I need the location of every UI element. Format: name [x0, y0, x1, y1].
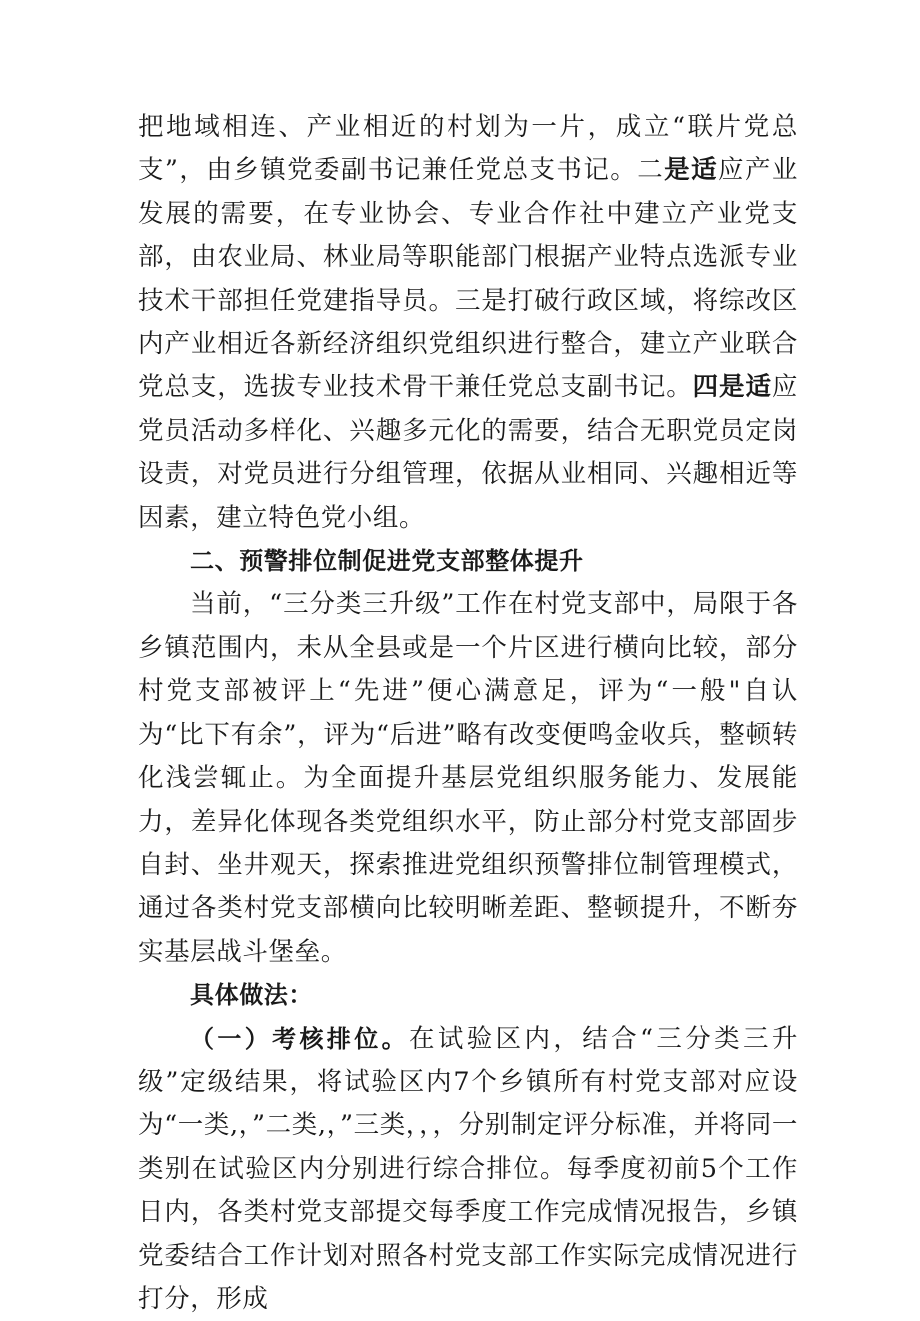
- document-page: [138, 106, 798, 1321]
- paragraph-1-bold-2: 四是适: [692, 372, 772, 403]
- section-heading-2: 二、预警排位制促进党支部整体提升: [190, 547, 584, 576]
- section-heading-3: 具体做法：: [190, 981, 313, 1010]
- paragraph-3-label: （一）考核排位。: [190, 1024, 409, 1053]
- paragraph-1-text-c: 应党员活动多样化、兴趣多元化的需要，结合无职党员定岗设责，对党员进行分组管理，依据从业相同、兴趣相近等因素，建立特色党小组。: [138, 372, 798, 533]
- paragraph-1: [138, 106, 798, 540]
- paragraph-1-bold-1: 是适: [664, 155, 719, 186]
- paragraph-1-text-a: 把地域相连、产业相近的村划为一片，成立“联片党总支”，由乡镇党委副书记兼任党总支书记。二: [138, 112, 798, 186]
- paragraph-2: 当前，“三分类三升级”工作在村党支部中，局限于各乡镇范围内，未从全县或是一个片区进行横向比较，部分村党支部被评上“先进”便心满意足，评为“一般"自认为“比下有余”，评为“后进”略有改变便鸣金收兵，整顿转化浅尝辄止。为全面提升基层党组织服务能力、发展能力，差异化体现各类党组织水平，防止部分村党支部固步自封、坐井观天，探索推进党组织预警排位制管理模式，通过各类村党支部横向比较明晰差距、整顿提升，不断夯实基层战斗堡垒。: [138, 589, 798, 967]
- paragraph-3: [138, 1018, 798, 1321]
- paragraph-1-text-b: 应产业发展的需要，在专业协会、专业合作社中建立产业党支部，由农业局、林业局等职能部门根据产业特点选派专业技术干部担任党建指导员。三是打破行政区域，将综改区内产业相近各新经济组织党组织进行整合，建立产业联合党总支，选拔专业技术骨干兼任党总支副书记。: [138, 155, 798, 403]
- paragraph-3-text: 在试验区内，结合“三分类三升级”定级结果，将试验区内7个乡镇所有村党支部对应设为“一类,，”二类,，”三类，，，分别制定评分标准，并将同一类别在试验区内分别进行综合排位。每季度初前5个工作日内，各类村党支部提交每季度工作完成情况报告，乡镇党委结合工作计划对照各村党支部工作实际完成情况进行打分，形成: [138, 1023, 798, 1314]
